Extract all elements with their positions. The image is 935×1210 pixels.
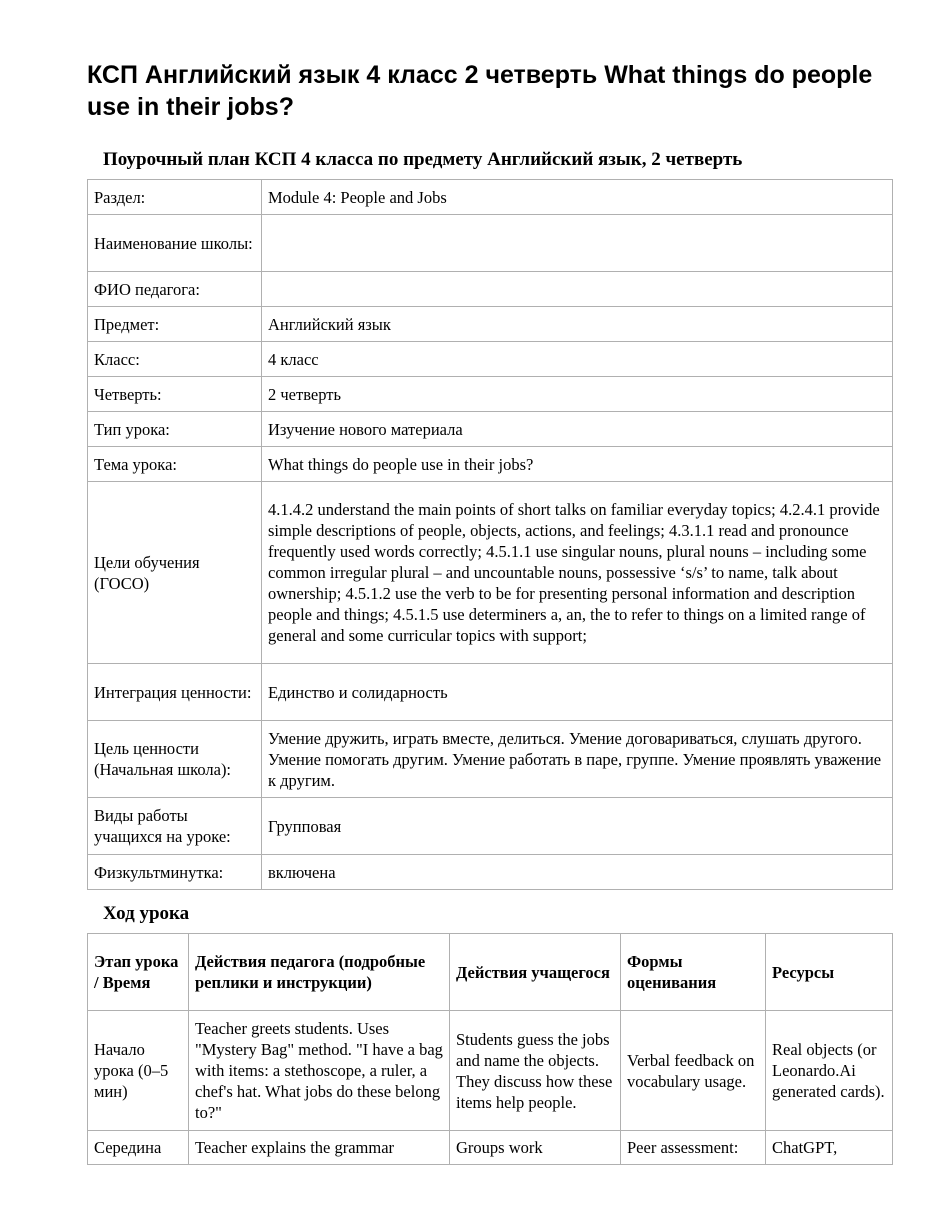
row-label: Виды работы учащихся на уроке:	[88, 798, 262, 855]
row-label: Цель ценности (Начальная школа):	[88, 721, 262, 798]
row-label: Цели обучения (ГОСО)	[88, 482, 262, 664]
row-value: Групповая	[262, 798, 893, 855]
cell-assessment: Verbal feedback on vocabulary usage.	[621, 1011, 766, 1131]
row-label: Наименование школы:	[88, 215, 262, 272]
row-label: Предмет:	[88, 307, 262, 342]
cell-teacher-actions: Teacher explains the grammar	[189, 1131, 450, 1165]
column-header-student-actions: Действия учащегося	[450, 934, 621, 1011]
lesson-info-table	[87, 179, 893, 890]
row-label: Класс:	[88, 342, 262, 377]
plan-subtitle: Поурочный план КСП 4 класса по предмету Английский язык, 2 четверть	[103, 149, 743, 170]
lesson-flow-table	[87, 933, 893, 1165]
row-value: 4 класс	[262, 342, 893, 377]
cell-teacher-actions: Teacher greets students. Uses "Mystery Bag" method. "I have a bag with items: a stethoscope, a ruler, a chef's hat. What jobs do these belong to?"	[189, 1011, 450, 1131]
row-label: Раздел:	[88, 180, 262, 215]
column-header-resources: Ресурсы	[766, 934, 893, 1011]
table-row	[88, 412, 893, 447]
cell-resources: ChatGPT,	[766, 1131, 893, 1165]
row-value: Изучение нового материала	[262, 412, 893, 447]
cell-assessment: Peer assessment:	[621, 1131, 766, 1165]
row-value: включена	[262, 855, 893, 890]
cell-student-actions: Students guess the jobs and name the objects. They discuss how these items help people.	[450, 1011, 621, 1131]
row-value: Единство и солидарность	[262, 664, 893, 721]
row-value	[262, 272, 893, 307]
column-header-teacher-actions: Действия педагога (подробные реплики и инструкции)	[189, 934, 450, 1011]
cell-stage: Середина	[88, 1131, 189, 1165]
table-header-row	[88, 934, 893, 1011]
table-row	[88, 447, 893, 482]
row-label: Интеграция ценности:	[88, 664, 262, 721]
table-row	[88, 215, 893, 272]
cell-resources: Real objects (or Leonardo.Ai generated cards).	[766, 1011, 893, 1131]
table-row	[88, 1011, 893, 1131]
row-value	[262, 215, 893, 272]
row-value: 4.1.4.2 understand the main points of short talks on familiar everyday topics; 4.2.4.1 provide simple descriptions of people, objects, actions, and feelings; 4.3.1.1 read and pronounce frequently used words correctly; 4.5.1.1 use singular nouns, plural nouns – including some common irregular plural – and uncountable nouns, possessive ‘s/s’ to name, talk about ownership; 4.5.1.2 use the verb to be for presenting personal information and description people and things; 4.5.1.5 use determiners a, an, the to refer to things on a limited range of general and some curricular topics with support;	[262, 482, 893, 664]
cell-student-actions: Groups work	[450, 1131, 621, 1165]
row-label: Физкультминутка:	[88, 855, 262, 890]
row-value: Английский язык	[262, 307, 893, 342]
column-header-stage: Этап урока / Время	[88, 934, 189, 1011]
table-row	[88, 377, 893, 412]
row-value: Module 4: People and Jobs	[262, 180, 893, 215]
column-header-assessment: Формы оценивания	[621, 934, 766, 1011]
table-row	[88, 342, 893, 377]
lesson-flow-title: Ход урока	[103, 903, 190, 924]
row-label: ФИО педагога:	[88, 272, 262, 307]
cell-stage: Начало урока (0–5 мин)	[88, 1011, 189, 1131]
row-label: Тип урока:	[88, 412, 262, 447]
row-label: Четверть:	[88, 377, 262, 412]
row-value: 2 четверть	[262, 377, 893, 412]
table-row	[88, 855, 893, 890]
row-value: Умение дружить, играть вместе, делиться. Умение договариваться, слушать другого. Умение помогать другим. Умение работать в паре, группе. Умение проявлять уважение к другим.	[262, 721, 893, 798]
table-row	[88, 307, 893, 342]
row-label: Тема урока:	[88, 447, 262, 482]
table-row	[88, 180, 893, 215]
table-row	[88, 721, 893, 798]
row-value: What things do people use in their jobs?	[262, 447, 893, 482]
table-row	[88, 1131, 893, 1165]
table-row	[88, 482, 893, 664]
table-row	[88, 798, 893, 855]
document-title: КСП Английский язык 4 класс 2 четверть What things do people use in their jobs?	[87, 61, 873, 121]
table-row	[88, 664, 893, 721]
table-row	[88, 272, 893, 307]
